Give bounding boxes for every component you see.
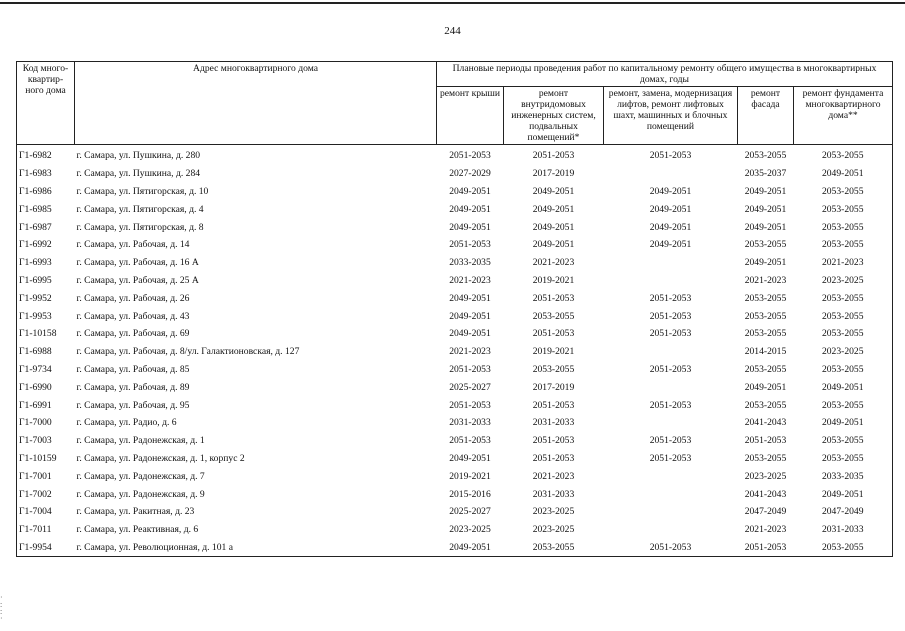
house-code: Г1-6991 bbox=[17, 396, 75, 414]
header-address: Адрес многоквартирного дома bbox=[75, 62, 437, 145]
facade-period: 2049-2051 bbox=[744, 185, 787, 197]
house-address: г. Самара, ул. Пятигорская, д. 4 bbox=[76, 203, 204, 215]
lifts-period: 2051-2053 bbox=[649, 452, 692, 464]
facade-period: 2053-2055 bbox=[744, 292, 787, 304]
facade-period: 2053-2055 bbox=[744, 399, 787, 411]
roof-period: 2049-2051 bbox=[437, 539, 504, 557]
house-code: Г1-7000 bbox=[17, 414, 75, 432]
header-facade: ремонт фасада bbox=[738, 87, 794, 145]
table-row bbox=[17, 307, 893, 325]
roof-period: 2049-2051 bbox=[449, 203, 491, 215]
systems-period: 2049-2051 bbox=[532, 221, 575, 233]
foundation-period: 2053-2055 bbox=[794, 218, 893, 236]
foundation-period: 2053-2055 bbox=[794, 289, 893, 307]
systems-period: 2053-2055 bbox=[532, 363, 575, 375]
house-code: Г1-6990 bbox=[17, 378, 75, 396]
lifts-period: 2051-2053 bbox=[649, 363, 692, 375]
table-body bbox=[17, 145, 893, 557]
house-code: Г1-6987 bbox=[17, 218, 75, 236]
roof-period: 2049-2051 bbox=[449, 310, 491, 322]
foundation-period: 2053-2055 bbox=[794, 200, 893, 218]
systems-period: 2049-2051 bbox=[532, 185, 575, 197]
table-row bbox=[17, 414, 893, 432]
roof-period: 2031-2033 bbox=[449, 417, 491, 429]
house-code: Г1-6988 bbox=[17, 343, 75, 361]
facade-period: 2051-2053 bbox=[744, 435, 787, 447]
lifts-period: 2051-2053 bbox=[649, 310, 692, 322]
lifts-period bbox=[604, 467, 738, 485]
lifts-period bbox=[604, 503, 738, 521]
house-address: г. Самара, ул. Пушкина, д. 284 bbox=[76, 168, 201, 180]
house-code: Г1-9952 bbox=[17, 289, 75, 307]
roof-period: 2049-2051 bbox=[449, 328, 491, 340]
roof-period: 2033-2035 bbox=[449, 257, 491, 269]
table-row bbox=[17, 361, 893, 379]
facade-period: 2051-2053 bbox=[738, 539, 794, 557]
facade-period: 2049-2051 bbox=[744, 257, 787, 269]
lifts-period bbox=[604, 414, 738, 432]
house-address: г. Самара, ул. Рабочая, д. 85 bbox=[76, 363, 190, 375]
foundation-period: 2049-2051 bbox=[794, 165, 893, 183]
lifts-period: 2049-2051 bbox=[649, 185, 692, 197]
house-address: г. Самара, ул. Рабочая, д. 43 bbox=[76, 310, 190, 322]
table-row bbox=[17, 378, 893, 396]
systems-period: 2051-2053 bbox=[532, 150, 575, 162]
systems-period: 2021-2023 bbox=[532, 257, 575, 269]
facade-period: 2053-2055 bbox=[744, 150, 787, 162]
foundation-period: 2053-2055 bbox=[794, 307, 893, 325]
table-row bbox=[17, 432, 893, 450]
house-code: Г1-7003 bbox=[17, 432, 75, 450]
lifts-period: 2051-2053 bbox=[649, 328, 692, 340]
systems-period: 2019-2021 bbox=[532, 346, 575, 358]
house-code: Г1-7002 bbox=[17, 485, 75, 503]
table-row bbox=[17, 450, 893, 468]
systems-period: 2053-2055 bbox=[532, 310, 575, 322]
roof-period: 2049-2051 bbox=[449, 221, 491, 233]
systems-period: 2051-2053 bbox=[532, 328, 575, 340]
house-code: Г1-6992 bbox=[17, 236, 75, 254]
header-lifts: ремонт, замена, модернизация лифтов, ремонт лифтовых шахт, машинных и блочных помещений bbox=[604, 87, 738, 145]
house-code: Г1-6993 bbox=[17, 254, 75, 272]
facade-period: 2049-2051 bbox=[744, 203, 787, 215]
systems-period: 2051-2053 bbox=[532, 292, 575, 304]
roof-period: 2051-2053 bbox=[449, 363, 491, 375]
foundation-period: 2033-2035 bbox=[794, 467, 893, 485]
house-address: г. Самара, ул. Ракитная, д. 23 bbox=[76, 506, 195, 518]
systems-period: 2049-2051 bbox=[532, 239, 575, 251]
house-address: г. Самара, ул. Рабочая, д. 14 bbox=[76, 239, 190, 251]
house-address: г. Самара, ул. Радио, д. 6 bbox=[76, 417, 177, 429]
table-row bbox=[17, 147, 893, 165]
page-number: 244 bbox=[444, 25, 461, 37]
roof-period: 2025-2027 bbox=[449, 506, 491, 518]
foundation-period: 2023-2025 bbox=[794, 272, 893, 290]
table-row bbox=[17, 272, 893, 290]
roof-period: 2021-2023 bbox=[449, 274, 491, 286]
systems-period: 2023-2025 bbox=[532, 506, 575, 518]
house-address: г. Самара, ул. Рабочая, д. 16 А bbox=[76, 257, 199, 269]
foundation-period: 2049-2051 bbox=[794, 414, 893, 432]
house-code: Г1-7004 bbox=[17, 503, 75, 521]
top-rule bbox=[0, 2, 905, 4]
house-code: Г1-7001 bbox=[17, 467, 75, 485]
lifts-period bbox=[604, 254, 738, 272]
facade-period: 2014-2015 bbox=[744, 346, 787, 358]
house-code: Г1-9954 bbox=[17, 539, 75, 557]
header-code: Код много-квартир-ного дома bbox=[17, 62, 75, 145]
facade-period: 2041-2043 bbox=[744, 417, 787, 429]
foundation-period: 2053-2055 bbox=[794, 432, 893, 450]
foundation-period: 2053-2055 bbox=[794, 325, 893, 343]
systems-period: 2051-2053 bbox=[532, 399, 575, 411]
lifts-period bbox=[604, 485, 738, 503]
house-address: г. Самара, ул. Рабочая, д. 95 bbox=[76, 399, 190, 411]
lifts-period: 2051-2053 bbox=[649, 292, 692, 304]
roof-period: 2015-2016 bbox=[449, 488, 491, 500]
house-code: Г1-6982 bbox=[17, 147, 75, 165]
facade-period: 2053-2055 bbox=[744, 328, 787, 340]
roof-period: 2051-2053 bbox=[449, 435, 491, 447]
roof-period: 2051-2053 bbox=[449, 399, 491, 411]
foundation-period: 2053-2055 bbox=[794, 236, 893, 254]
foundation-period: 2053-2055 bbox=[794, 539, 893, 557]
roof-period: 2049-2051 bbox=[449, 185, 491, 197]
house-address: г. Самара, ул. Рабочая, д. 25 А bbox=[76, 274, 199, 286]
facade-period: 2049-2051 bbox=[744, 221, 787, 233]
foundation-period: 2049-2051 bbox=[794, 485, 893, 503]
table-row bbox=[17, 521, 893, 539]
table-row bbox=[17, 218, 893, 236]
foundation-period: 2023-2025 bbox=[794, 343, 893, 361]
systems-period: 2019-2021 bbox=[532, 274, 575, 286]
house-address: г. Самара, ул. Радонежская, д. 1 bbox=[76, 435, 205, 447]
roof-period: 2049-2051 bbox=[449, 292, 491, 304]
lifts-period: 2049-2051 bbox=[649, 239, 692, 251]
roof-period: 2027-2029 bbox=[449, 168, 491, 180]
roof-period: 2051-2053 bbox=[449, 150, 491, 162]
house-address: г. Самара, ул. Радонежская, д. 9 bbox=[76, 488, 205, 500]
foundation-period: 2021-2023 bbox=[794, 254, 893, 272]
roof-period: 2051-2053 bbox=[449, 239, 491, 251]
table-row bbox=[17, 503, 893, 521]
house-code: Г1-6995 bbox=[17, 272, 75, 290]
facade-period: 2021-2023 bbox=[744, 524, 787, 536]
house-code: Г1-10158 bbox=[17, 325, 75, 343]
systems-period: 2017-2019 bbox=[532, 381, 575, 393]
systems-period: 2051-2053 bbox=[532, 452, 575, 464]
house-code: Г1-7011 bbox=[17, 521, 75, 539]
facade-period: 2035-2037 bbox=[744, 168, 787, 180]
house-address: г. Самара, ул. Радонежская, д. 7 bbox=[76, 470, 205, 482]
header-roof: ремонт крыши bbox=[437, 87, 504, 145]
foundation-period: 2053-2055 bbox=[794, 147, 893, 165]
roof-period: 2019-2021 bbox=[449, 470, 491, 482]
table-row bbox=[17, 254, 893, 272]
lifts-period: 2051-2053 bbox=[649, 435, 692, 447]
systems-period: 2023-2025 bbox=[532, 524, 575, 536]
house-address: г. Самара, ул. Пятигорская, д. 8 bbox=[76, 221, 204, 233]
lifts-period bbox=[604, 521, 738, 539]
house-code: Г1-10159 bbox=[17, 450, 75, 468]
lifts-period bbox=[604, 165, 738, 183]
facade-period: 2041-2043 bbox=[744, 488, 787, 500]
foundation-period: 2053-2055 bbox=[794, 396, 893, 414]
roof-period: 2021-2023 bbox=[449, 346, 491, 358]
table-row bbox=[17, 396, 893, 414]
house-address: г. Самара, ул. Революционная, д. 101 а bbox=[75, 539, 437, 557]
systems-period: 2021-2023 bbox=[532, 470, 575, 482]
header-foundation: ремонт фундамента многоквартирного дома** bbox=[794, 87, 893, 145]
systems-period: 2031-2033 bbox=[532, 488, 575, 500]
table-row bbox=[17, 165, 893, 183]
systems-period: 2053-2055 bbox=[504, 539, 604, 557]
facade-period: 2053-2055 bbox=[744, 452, 787, 464]
header-planned-periods: Плановые периоды проведения работ по капитальному ремонту общего имущества в многоквартирных домах, годы bbox=[437, 62, 893, 87]
facade-period: 2021-2023 bbox=[744, 274, 787, 286]
foundation-period: 2053-2055 bbox=[794, 450, 893, 468]
table-row bbox=[17, 539, 893, 557]
house-address: г. Самара, ул. Рабочая, д. 89 bbox=[76, 381, 190, 393]
facade-period: 2053-2055 bbox=[744, 310, 787, 322]
table-row bbox=[17, 343, 893, 361]
house-address: г. Самара, ул. Рабочая, д. 8/ул. Галактионовская, д. 127 bbox=[76, 346, 300, 358]
roof-period: 2049-2051 bbox=[449, 452, 491, 464]
foundation-period: 2031-2033 bbox=[794, 521, 893, 539]
lifts-period: 2051-2053 bbox=[604, 539, 738, 557]
facade-period: 2049-2051 bbox=[744, 381, 787, 393]
foundation-period: 2053-2055 bbox=[794, 183, 893, 201]
lifts-period bbox=[604, 343, 738, 361]
roof-period: 2025-2027 bbox=[449, 381, 491, 393]
table-row bbox=[17, 236, 893, 254]
house-address: г. Самара, ул. Рабочая, д. 69 bbox=[76, 328, 190, 340]
house-address: г. Самара, ул. Радонежская, д. 1, корпус 2 bbox=[76, 452, 245, 464]
lifts-period bbox=[604, 272, 738, 290]
table-row bbox=[17, 183, 893, 201]
lifts-period: 2049-2051 bbox=[649, 221, 692, 233]
roof-period: 2023-2025 bbox=[449, 524, 491, 536]
lifts-period: 2049-2051 bbox=[649, 203, 692, 215]
lifts-period: 2051-2053 bbox=[649, 399, 692, 411]
table-row bbox=[17, 485, 893, 503]
capital-repair-table bbox=[16, 61, 893, 557]
house-code: Г1-9734 bbox=[17, 361, 75, 379]
house-address: г. Самара, ул. Пушкина, д. 280 bbox=[76, 150, 201, 162]
foundation-period: 2047-2049 bbox=[794, 503, 893, 521]
foundation-period: 2049-2051 bbox=[794, 378, 893, 396]
table-row bbox=[17, 325, 893, 343]
house-code: Г1-6985 bbox=[17, 200, 75, 218]
scan-marks: · : : · bbox=[0, 593, 3, 623]
foundation-period: 2053-2055 bbox=[794, 361, 893, 379]
house-address: г. Самара, ул. Реактивная, д. 6 bbox=[76, 524, 199, 536]
lifts-period: 2051-2053 bbox=[649, 150, 692, 162]
house-address: г. Самара, ул. Пятигорская, д. 10 bbox=[76, 185, 209, 197]
facade-period: 2053-2055 bbox=[744, 239, 787, 251]
table-row bbox=[17, 200, 893, 218]
systems-period: 2017-2019 bbox=[532, 168, 575, 180]
facade-period: 2053-2055 bbox=[744, 363, 787, 375]
house-code: Г1-6983 bbox=[17, 165, 75, 183]
table-row bbox=[17, 289, 893, 307]
systems-period: 2049-2051 bbox=[532, 203, 575, 215]
facade-period: 2047-2049 bbox=[744, 506, 787, 518]
house-code: Г1-6986 bbox=[17, 183, 75, 201]
house-code: Г1-9953 bbox=[17, 307, 75, 325]
facade-period: 2023-2025 bbox=[744, 470, 787, 482]
header-systems: ремонт внутридомовых инженерных систем, подвальных помещений* bbox=[504, 87, 604, 145]
table-row bbox=[17, 467, 893, 485]
systems-period: 2031-2033 bbox=[532, 417, 575, 429]
house-address: г. Самара, ул. Рабочая, д. 26 bbox=[76, 292, 190, 304]
lifts-period bbox=[604, 378, 738, 396]
systems-period: 2051-2053 bbox=[532, 435, 575, 447]
